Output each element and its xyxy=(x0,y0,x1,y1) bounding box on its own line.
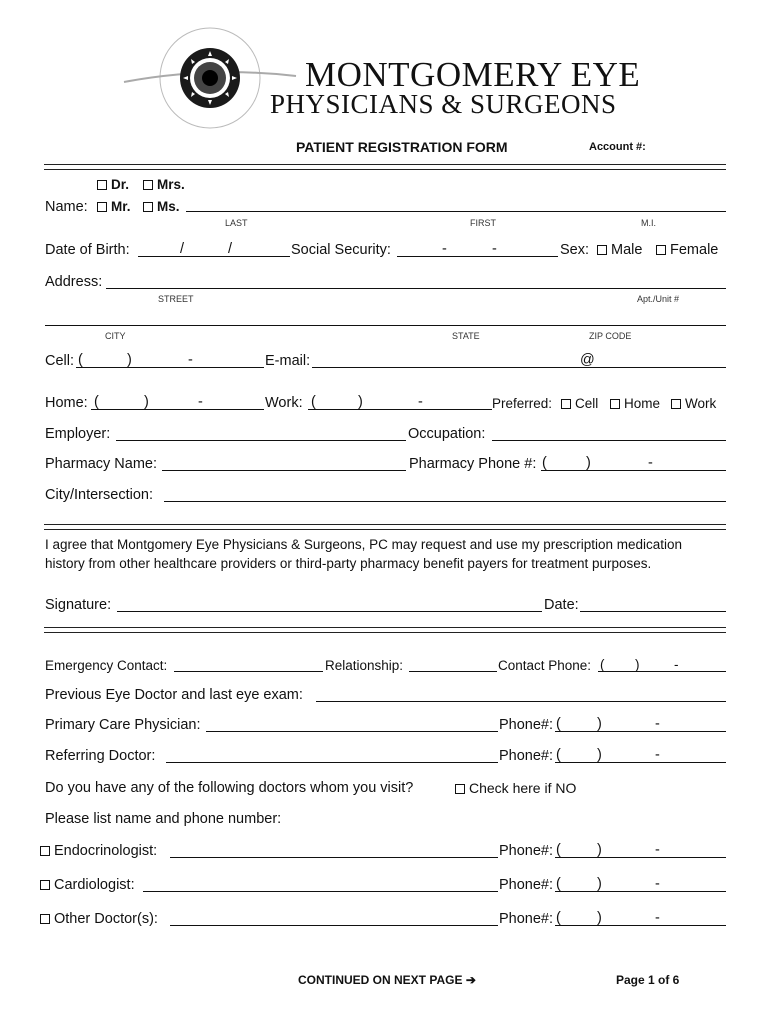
cell-field[interactable] xyxy=(76,367,264,368)
pcp-dash: - xyxy=(655,716,660,732)
address-street-field[interactable] xyxy=(106,288,726,289)
cardiologist-field[interactable] xyxy=(143,891,498,892)
cardio-paren-open: ( xyxy=(556,876,561,892)
emergency-paren-open: ( xyxy=(600,657,605,672)
pref-cell-checkbox[interactable] xyxy=(561,399,571,409)
pharmacy-phone-label: Pharmacy Phone #: xyxy=(409,456,537,472)
dob-label: Date of Birth: xyxy=(45,242,130,258)
pref-cell-option[interactable]: Cell xyxy=(561,397,598,411)
cardio-paren-close: ) xyxy=(597,876,602,892)
other-doctor-checkbox[interactable] xyxy=(40,914,50,924)
work-label: Work: xyxy=(265,395,303,411)
pharmacy-paren-close: ) xyxy=(586,455,591,471)
state-caption: STATE xyxy=(452,331,480,341)
female-checkbox[interactable] xyxy=(656,245,666,255)
pharmacy-paren-open: ( xyxy=(542,455,547,471)
referring-paren-close: ) xyxy=(597,747,602,763)
other-phone-field[interactable] xyxy=(555,925,726,926)
other-doctor-option[interactable]: Other Doctor(s): xyxy=(40,912,158,927)
list-prompt: Please list name and phone number: xyxy=(45,811,282,827)
contact-phone-field[interactable] xyxy=(598,671,726,672)
name-field[interactable] xyxy=(186,211,726,212)
apt-caption: Apt./Unit # xyxy=(637,294,680,304)
email-at-sign: @ xyxy=(580,352,595,368)
continued-text: CONTINUED ON NEXT PAGE xyxy=(298,973,463,987)
other-doctor-field[interactable] xyxy=(170,925,498,926)
other-paren-open: ( xyxy=(556,910,561,926)
header-divider xyxy=(44,164,726,170)
logo-title: MONTGOMERY EYE xyxy=(305,55,641,94)
dr-checkbox[interactable] xyxy=(97,180,107,190)
ssn-field[interactable] xyxy=(397,256,558,257)
cell-label: Cell: xyxy=(45,353,75,369)
page-number: Page 1 of 6 xyxy=(616,973,680,987)
first-name-caption: FIRST xyxy=(470,218,496,228)
pharmacy-name-field[interactable] xyxy=(162,470,406,471)
city-intersection-field[interactable] xyxy=(164,501,726,502)
relationship-field[interactable] xyxy=(409,671,497,672)
referring-paren-open: ( xyxy=(556,747,561,763)
endo-dash: - xyxy=(655,842,660,858)
home-label: Home: xyxy=(45,395,88,411)
cardiologist-phone-field[interactable] xyxy=(555,891,726,892)
email-label: E-mail: xyxy=(265,353,311,369)
logo-subtitle: PHYSICIANS & SURGEONS xyxy=(270,89,617,119)
previous-eye-doctor-field[interactable] xyxy=(316,701,726,702)
occupation-field[interactable] xyxy=(492,440,726,441)
signature-label: Signature: xyxy=(45,597,112,613)
signature-field[interactable] xyxy=(117,611,542,612)
name-label: Name: xyxy=(45,199,88,215)
consent-divider-top xyxy=(44,524,726,530)
dob-field[interactable] xyxy=(138,256,290,257)
title-dr-option[interactable]: Dr. xyxy=(97,178,129,192)
pharmacy-phone-field[interactable] xyxy=(541,470,726,471)
primary-care-field[interactable] xyxy=(206,731,498,732)
pcp-paren-close: ) xyxy=(597,716,602,732)
dob-slash-2: / xyxy=(228,241,233,257)
dob-slash-1: / xyxy=(180,241,185,257)
male-checkbox[interactable] xyxy=(597,245,607,255)
employer-label: Employer: xyxy=(45,426,111,442)
account-label: Account #: xyxy=(589,141,646,153)
last-name-caption: LAST xyxy=(225,218,248,228)
other-dash: - xyxy=(655,910,660,926)
referring-phone-label: Phone#: xyxy=(499,748,554,764)
pcp-phone-field[interactable] xyxy=(555,731,726,732)
ssn-label: Social Security: xyxy=(291,242,391,258)
pref-home-option[interactable]: Home xyxy=(610,397,660,411)
employer-field[interactable] xyxy=(116,440,406,441)
cardiologist-phone-label: Phone#: xyxy=(499,877,554,893)
consent-divider-bottom xyxy=(44,627,726,633)
work-dash: - xyxy=(418,394,423,410)
endo-paren-open: ( xyxy=(556,842,561,858)
continued-note xyxy=(298,974,476,986)
cell-dash: - xyxy=(188,352,193,368)
endo-paren-close: ) xyxy=(597,842,602,858)
relationship-label: Relationship: xyxy=(325,658,404,673)
emergency-contact-label: Emergency Contact: xyxy=(45,658,168,673)
street-caption: STREET xyxy=(158,294,194,304)
home-dash: - xyxy=(198,394,203,410)
home-paren-close: ) xyxy=(144,394,149,410)
cell-paren-close: ) xyxy=(127,352,132,368)
zip-caption: ZIP CODE xyxy=(589,331,632,341)
sex-male-option[interactable]: Male xyxy=(597,243,642,258)
pharmacy-name-label: Pharmacy Name: xyxy=(45,456,158,472)
middle-initial-caption: M.I. xyxy=(641,218,656,228)
check-no-checkbox[interactable] xyxy=(455,784,465,794)
date-field[interactable] xyxy=(580,611,726,612)
cardiologist-option[interactable]: Cardiologist: xyxy=(40,878,135,893)
form-title: PATIENT REGISTRATION FORM xyxy=(296,139,508,155)
cell-paren-open: ( xyxy=(78,352,83,368)
address-label: Address: xyxy=(45,274,103,290)
consent-text-line-1: I agree that Montgomery Eye Physicians & Surgeons, PC may request and use my prescription medication xyxy=(45,537,683,552)
endocrinologist-phone-label: Phone#: xyxy=(499,843,554,859)
work-paren-close: ) xyxy=(358,394,363,410)
city-caption: CITY xyxy=(105,331,126,341)
arrow-right-icon: ➔ xyxy=(465,973,476,987)
pref-home-checkbox[interactable] xyxy=(610,399,620,409)
contact-phone-label: Contact Phone: xyxy=(498,658,592,673)
pref-work-option[interactable]: Work xyxy=(671,397,716,411)
referring-doctor-label: Referring Doctor: xyxy=(45,748,156,764)
email-field[interactable] xyxy=(312,367,726,368)
ssn-dash-1: - xyxy=(442,241,447,257)
occupation-label: Occupation: xyxy=(408,426,486,442)
sex-female-option[interactable]: Female xyxy=(656,243,718,258)
cardiologist-checkbox[interactable] xyxy=(40,880,50,890)
primary-care-label: Primary Care Physician: xyxy=(45,717,201,733)
title-mrs-option[interactable]: Mrs. xyxy=(143,178,185,192)
mrs-checkbox[interactable] xyxy=(143,180,153,190)
ssn-dash-2: - xyxy=(492,241,497,257)
endocrinologist-option[interactable]: Endocrinologist: xyxy=(40,844,157,859)
other-paren-close: ) xyxy=(597,910,602,926)
title-mr-option[interactable]: Mr. xyxy=(97,200,131,214)
previous-eye-doctor-label: Previous Eye Doctor and last eye exam: xyxy=(45,687,303,703)
city-intersection-label: City/Intersection: xyxy=(45,487,153,503)
home-phone-field[interactable] xyxy=(91,409,264,410)
address-city-field[interactable] xyxy=(45,325,726,326)
emergency-paren-close: ) xyxy=(635,657,640,672)
other-doctors-question: Do you have any of the following doctors whom you visit? xyxy=(45,780,414,796)
cardio-dash: - xyxy=(655,876,660,892)
consent-text-line-2: history from other healthcare providers or third-party pharmacy benefit payers for treatment purposes. xyxy=(45,556,652,571)
endocrinologist-checkbox[interactable] xyxy=(40,846,50,856)
pref-work-checkbox[interactable] xyxy=(671,399,681,409)
pcp-phone-label: Phone#: xyxy=(499,717,554,733)
referring-phone-field[interactable] xyxy=(555,762,726,763)
referring-doctor-field[interactable] xyxy=(166,762,498,763)
mr-checkbox[interactable] xyxy=(97,202,107,212)
sex-label: Sex: xyxy=(560,242,590,258)
work-paren-open: ( xyxy=(311,394,316,410)
home-paren-open: ( xyxy=(94,394,99,410)
check-no-option[interactable]: Check here if NO xyxy=(455,781,576,795)
pcp-paren-open: ( xyxy=(556,716,561,732)
endocrinologist-field[interactable] xyxy=(170,857,498,858)
ms-checkbox[interactable] xyxy=(143,202,153,212)
endocrinologist-phone-field[interactable] xyxy=(555,857,726,858)
title-ms-option[interactable]: Ms. xyxy=(143,200,180,214)
emergency-dash: - xyxy=(674,657,679,672)
work-phone-field[interactable] xyxy=(308,409,492,410)
other-phone-label: Phone#: xyxy=(499,911,554,927)
emergency-contact-field[interactable] xyxy=(174,671,323,672)
date-label: Date: xyxy=(544,597,579,613)
pharmacy-dash: - xyxy=(648,455,653,471)
preferred-label: Preferred: xyxy=(492,396,553,411)
referring-dash: - xyxy=(655,747,660,763)
